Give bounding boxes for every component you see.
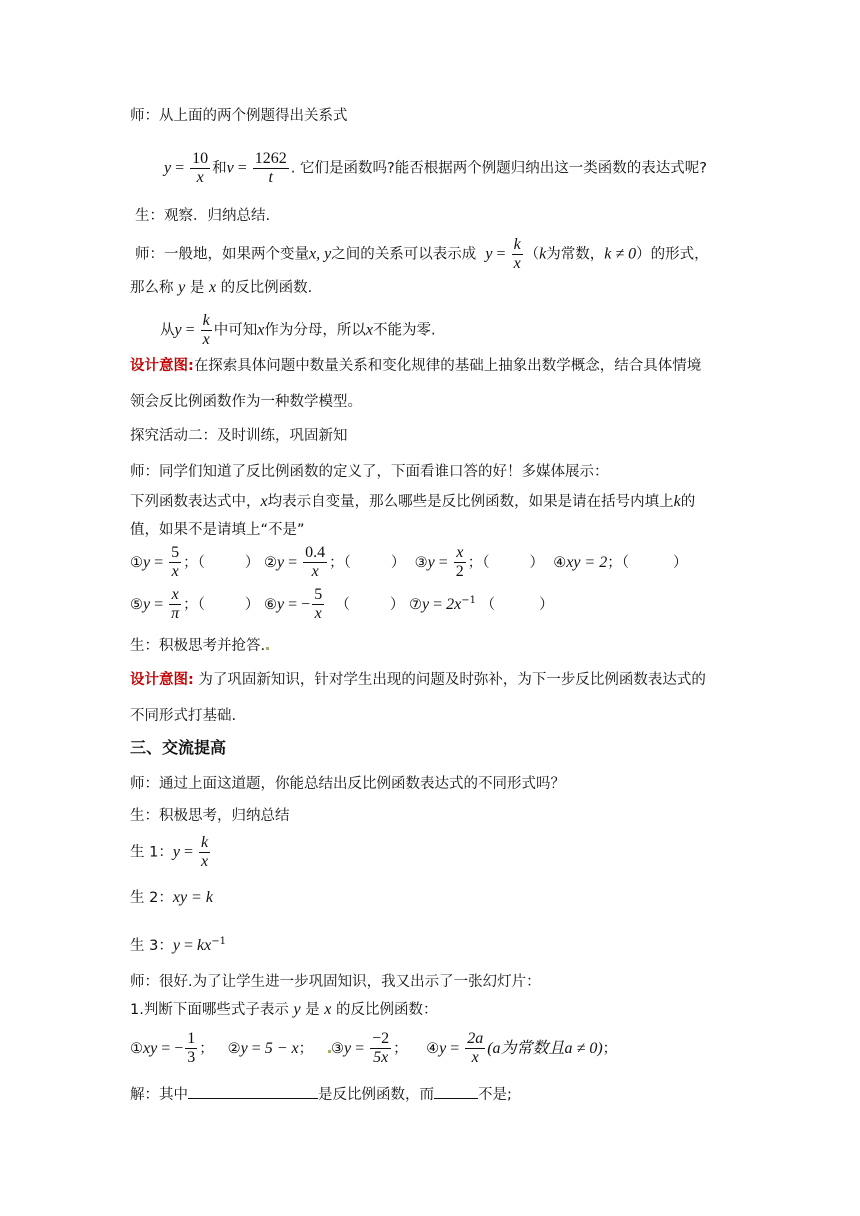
- form-one: 生 1：y = $\frac{k}{x}$: [130, 834, 209, 870]
- definition-conclusion: 那么称 y 是 x 的反比例函数.: [130, 279, 313, 296]
- fraction-10-over-x: $\frac{10}{x}$: [192, 150, 209, 186]
- judge-option-4: ④y = $\frac{2a}{x}$ (a为常数且a ≠ 0)；: [426, 1030, 618, 1066]
- section-three-heading: 三、交流提高: [130, 738, 227, 757]
- teacher-summary-question: 师：通过上面这道题，你能总结出反比例函数表达式的不同形式吗？: [130, 776, 565, 792]
- option-1: ①y = $\frac{5}{x}$ ；（ ）: [130, 544, 260, 580]
- option-6: ⑥y = − $\frac{5}{x}$ （ ）: [264, 586, 405, 622]
- answer-blank-2[interactable]: [434, 1082, 478, 1099]
- judge-option-1: ①xy = − $\frac{1}{3}$ ；: [130, 1030, 214, 1066]
- design-intent-1: 设计意图:在探索具体问题中数量关系和变化规律的基础上抽象出数学概念，结合具体情境: [130, 358, 702, 374]
- teacher-slide: 师：很好.为了让学生进一步巩固知识，我又出示了一张幻灯片：: [130, 974, 541, 990]
- student-summary: 生：积极思考，归纳总结: [130, 808, 290, 824]
- option-4: ④xy = 2；（ ）: [553, 553, 688, 571]
- design-intent-2-cont: 不同形式打基础.: [130, 708, 237, 724]
- option-5: ⑤y = $\frac{x}{\pi}$ ；（ ）: [130, 586, 260, 622]
- green-dot-mark: [266, 647, 269, 650]
- exercise-question-cont: 值，如果不是请填上“不是”: [130, 522, 305, 538]
- answer-blank-1[interactable]: [188, 1082, 318, 1099]
- denominator-note: 从y = $\frac{k}{x}$ 中可知x作为分母，所以x不能为零.: [160, 312, 436, 348]
- judge-option-2: ②y = 5 − x；: [227, 1039, 314, 1057]
- answer-line: 解：其中 是反比例函数，而 不是;: [130, 1082, 512, 1105]
- fraction-1262-over-t: $\frac{1262}{t}$: [254, 150, 287, 186]
- options-row-1: [130, 544, 687, 581]
- judge-options: [130, 1030, 617, 1067]
- design-intent-2: 设计意图: 为了巩固新知识，针对学生出现的问题及时弥补，为下一步反比例函数表达式的: [130, 672, 706, 688]
- exercise-question: 下列函数表达式中，x均表示自变量，那么哪些是反比例函数，如果是请在括号内填上k的: [130, 493, 696, 510]
- form-three: 生 3：$y = kx^{-1}$: [130, 936, 226, 954]
- form-two: 生 2：xy = k: [130, 889, 213, 906]
- options-row-2: [130, 586, 554, 623]
- activity-two-title: 探究活动二：及时训练，巩固新知: [130, 428, 348, 444]
- definition-line: 师：一般地，如果两个变量x, y之间的关系可以表示成 y = $\frac{k}{x}$ （k为常数，k ≠ 0）的形式，: [135, 236, 709, 272]
- fraction-k-over-x: $\frac{k}{x}$: [513, 236, 521, 272]
- judge-question: 1.判断下面哪些式子表示 y 是 x 的反比例函数：: [130, 1001, 438, 1018]
- option-3: ③y = $\frac{x}{2}$ ；（ ）: [414, 544, 544, 580]
- option-7: ⑦y = $2x^{-1}$ （ ）: [409, 594, 554, 613]
- design-intent-1-cont: 领会反比例函数作为一种数学模型。: [130, 394, 362, 410]
- student-observe: 生：观察．归纳总结.: [135, 208, 271, 224]
- teacher-multimedia: 师：同学们知道了反比例函数的定义了，下面看谁口答的好！多媒体展示：: [130, 464, 609, 480]
- option-2: ②y = $\frac{0.4}{x}$ ；（ ）: [264, 544, 406, 580]
- student-answer: 生：积极思考并抢答.: [130, 636, 269, 656]
- relations-line: y = $\frac{10}{x}$ 和v = $\frac{1262}{t}$ . 它们是函数吗?能否根据两个例题归纳出这一类函数的表达式呢?: [164, 150, 707, 186]
- judge-option-3: ③y = $\frac{-2}{5x}$ ；: [330, 1030, 408, 1066]
- fraction-k-over-x-2: $\frac{k}{x}$: [202, 312, 210, 348]
- teacher-intro: 师：从上面的两个例题得出关系式: [130, 108, 348, 124]
